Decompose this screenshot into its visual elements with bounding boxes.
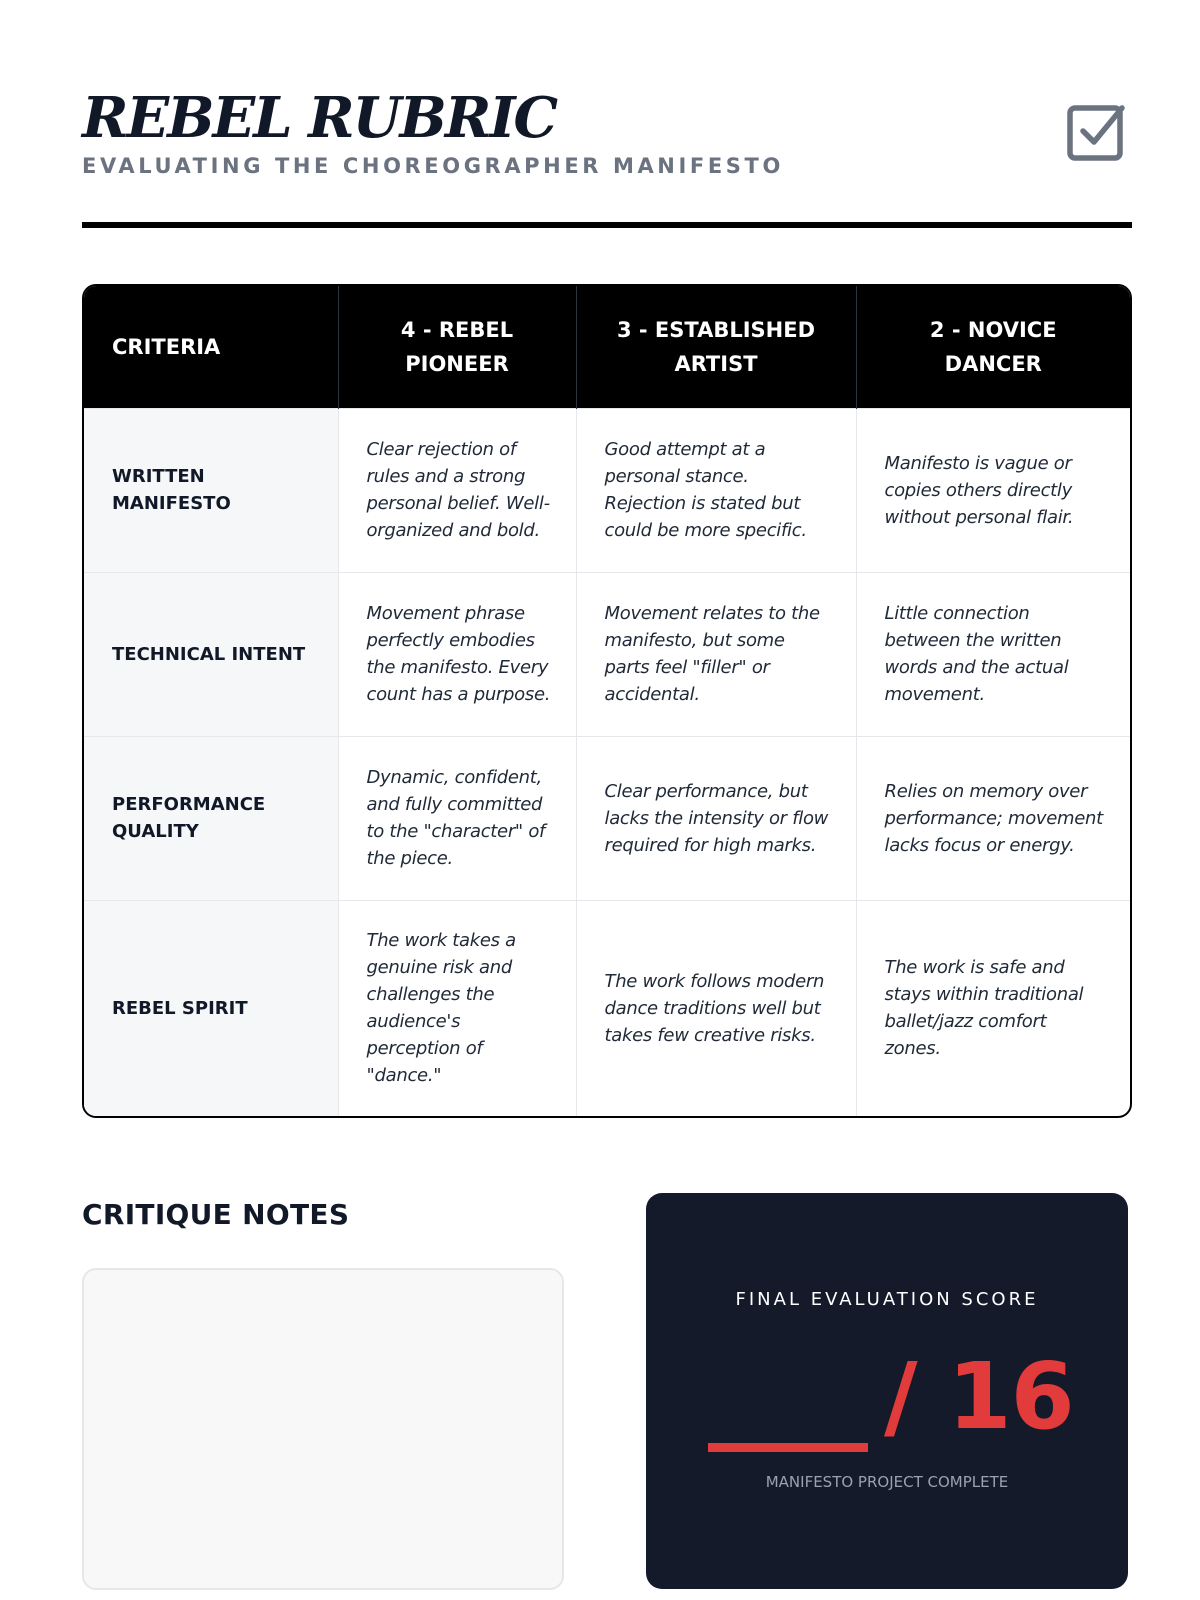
table-row bbox=[84, 736, 1130, 900]
criterion-written-manifesto: WRITTEN MANIFESTO bbox=[84, 409, 338, 573]
header-divider bbox=[82, 222, 1132, 228]
table-row bbox=[84, 572, 1130, 736]
column-header-rebel-pioneer: 4 - REBEL PIONEER bbox=[338, 286, 576, 409]
rubric-cell: Dynamic, confident, and fully committed to the "character" of the piece. bbox=[338, 736, 576, 900]
score-caption: MANIFESTO PROJECT COMPLETE bbox=[765, 1473, 1009, 1491]
page-title: REBEL RUBRIC bbox=[82, 85, 557, 151]
score-label: FINAL EVALUATION SCORE bbox=[735, 1289, 1039, 1310]
score-card bbox=[646, 1193, 1128, 1589]
score-blank-line[interactable] bbox=[708, 1443, 868, 1452]
rubric-cell: Relies on memory over performance; movement lacks focus or energy. bbox=[856, 736, 1130, 900]
criterion-rebel-spirit: REBEL SPIRIT bbox=[84, 900, 338, 1116]
checkbox-checked-icon bbox=[1064, 98, 1130, 164]
rubric-cell: The work follows modern dance traditions well but takes few creative risks. bbox=[576, 900, 856, 1116]
criterion-technical-intent: TECHNICAL INTENT bbox=[84, 572, 338, 736]
rubric-cell: Movement relates to the manifesto, but some parts feel "filler" or accidental. bbox=[576, 572, 856, 736]
score-total: / 16 bbox=[884, 1343, 1074, 1450]
rubric-cell: Good attempt at a personal stance. Rejection is stated but could be more specific. bbox=[576, 409, 856, 573]
table-header-row bbox=[84, 286, 1130, 409]
rubric-cell: The work takes a genuine risk and challenges the audience's perception of "dance." bbox=[338, 900, 576, 1116]
rubric-cell: Clear rejection of rules and a strong personal belief. Well-organized and bold. bbox=[338, 409, 576, 573]
rubric-cell: Manifesto is vague or copies others directly without personal flair. bbox=[856, 409, 1130, 573]
rubric-cell: Movement phrase perfectly embodies the manifesto. Every count has a purpose. bbox=[338, 572, 576, 736]
critique-notes-field[interactable] bbox=[82, 1268, 564, 1590]
rubric-cell: Little connection between the written words and the actual movement. bbox=[856, 572, 1130, 736]
column-header-novice-dancer: 2 - NOVICE DANCER bbox=[856, 286, 1130, 409]
column-header-established-artist: 3 - ESTABLISHED ARTIST bbox=[576, 286, 856, 409]
rubric-table bbox=[82, 284, 1132, 1118]
critique-notes-title: CRITIQUE NOTES bbox=[82, 1198, 350, 1231]
rubric-cell: Clear performance, but lacks the intensity or flow required for high marks. bbox=[576, 736, 856, 900]
page-header bbox=[82, 80, 1132, 177]
table-row bbox=[84, 409, 1130, 573]
criterion-performance-quality: PERFORMANCE QUALITY bbox=[84, 736, 338, 900]
page-subtitle: EVALUATING THE CHOREOGRAPHER MANIFESTO bbox=[82, 154, 784, 178]
table-row bbox=[84, 900, 1130, 1116]
column-header-criteria: CRITERIA bbox=[84, 286, 338, 409]
rubric-cell: The work is safe and stays within traditional ballet/jazz comfort zones. bbox=[856, 900, 1130, 1116]
